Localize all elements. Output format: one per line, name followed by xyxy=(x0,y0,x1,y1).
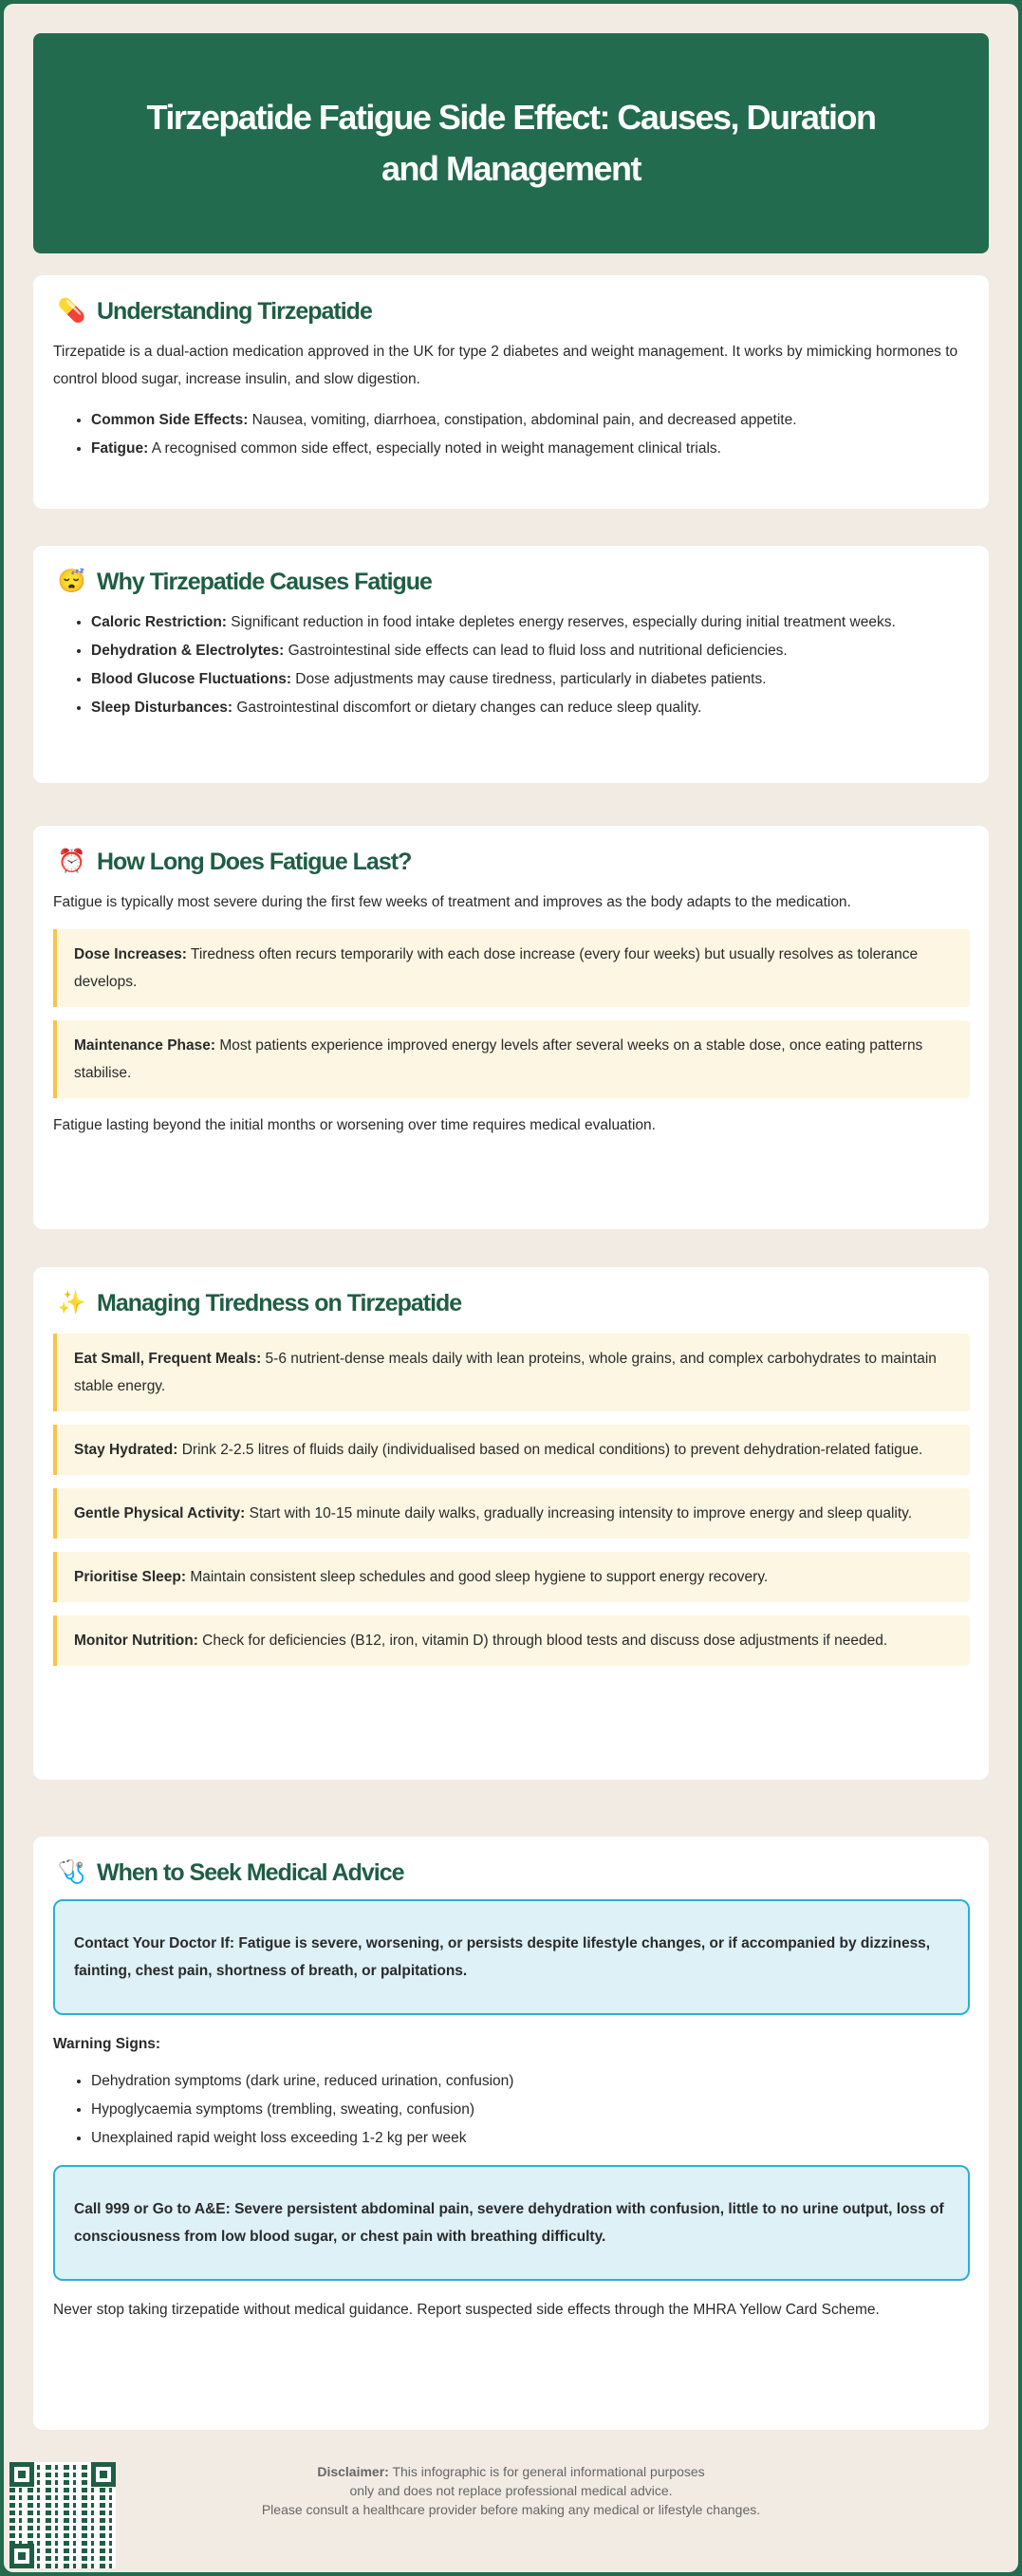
list-item: • Blood Glucose Fluctuations: Dose adjustments may cause tiredness, particularly in diabetes patients. xyxy=(91,665,970,693)
tip-box: Stay Hydrated: Drink 2-2.5 litres of fluids daily (individualised based on medical conditions) to prevent dehydration-related fatigue. xyxy=(53,1425,970,1475)
section-understanding xyxy=(33,275,989,509)
intro-text: Tirzepatide is a dual-action medication approved in the UK for type 2 diabetes and weight management. It works by mimicking hormones to control blood sugar, increase insulin, and slow digestion. xyxy=(53,344,958,387)
section-medical-advice xyxy=(33,1837,989,2430)
section-duration xyxy=(33,826,989,1229)
list-item: • Sleep Disturbances: Gastrointestinal discomfort or dietary changes can reduce sleep quality. xyxy=(91,694,970,721)
tip-box: Gentle Physical Activity: Start with 10-15 minute daily walks, gradually increasing intensity to improve energy and sleep quality. xyxy=(53,1488,970,1539)
list-item: • Caloric Restriction: Significant reduction in food intake depletes energy reserves, especially during initial treatment weeks. xyxy=(91,608,970,636)
list-item: • Hypoglycaemia symptoms (trembling, sweating, confusion) xyxy=(91,2096,970,2123)
section-heading: Managing Tiredness on Tirzepatide xyxy=(97,1290,462,1316)
section-managing xyxy=(33,1267,989,1780)
pill-icon: 💊 xyxy=(57,298,85,324)
page-title: Tirzepatide Fatigue Side Effect: Causes, Duration and Management xyxy=(146,98,876,188)
intro-text: Fatigue is typically most severe during the first few weeks of treatment and improves as the body adapts to the medication. xyxy=(53,894,851,910)
tip-box: Eat Small, Frequent Meals: 5-6 nutrient-dense meals daily with lean proteins, whole grains, and complex carbohydrates to maintain stable energy. xyxy=(53,1334,970,1411)
sleepy-face-icon: 😴 xyxy=(57,569,85,594)
tip-box: Dose Increases: Tiredness often recurs temporarily with each dose increase (every four weeks) but usually resolves as tolerance develops. xyxy=(53,929,970,1007)
contact-doctor-alert: Contact Your Doctor If: Fatigue is severe, worsening, or persists despite lifestyle changes, or if accompanied by dizziness, fainting, chest pain, shortness of breath, or palpitations. xyxy=(53,1899,970,2015)
section-heading: When to Seek Medical Advice xyxy=(97,1859,404,1886)
infographic xyxy=(4,4,1018,2572)
outro-text: Never stop taking tirzepatide without medical guidance. Report suspected side effects through the MHRA Yellow Card Scheme. xyxy=(53,2302,880,2318)
section-heading: Why Tirzepatide Causes Fatigue xyxy=(97,569,432,595)
list-item: • Dehydration & Electrolytes: Gastrointestinal side effects can lead to fluid loss and nutritional deficiencies. xyxy=(91,637,970,664)
section-causes xyxy=(33,546,989,783)
sparkles-icon: ✨ xyxy=(57,1290,85,1316)
list-item: • Unexplained rapid weight loss exceeding 1-2 kg per week xyxy=(91,2124,970,2152)
disclaimer: Disclaimer: This infographic is for general informational purposes only and does not replace professional medical advice. Please consult a healthcare provider before making any medical or lifestyle changes. xyxy=(261,2464,761,2517)
warning-signs-label: Warning Signs: xyxy=(53,2036,161,2052)
emergency-alert: Call 999 or Go to A&E: Severe persistent abdominal pain, severe dehydration with confusion, little to no urine output, loss of consciousness from low blood sugar, or chest pain with breathing difficulty. xyxy=(53,2165,970,2281)
section-heading: How Long Does Fatigue Last? xyxy=(97,849,412,875)
section-heading: Understanding Tirzepatide xyxy=(97,298,372,325)
tip-box: Monitor Nutrition: Check for deficiencies (B12, iron, vitamin D) through blood tests and discuss dose adjustments if needed. xyxy=(53,1615,970,1666)
list-item: • Common Side Effects: Nausea, vomiting, diarrhoea, constipation, abdominal pain, and decreased appetite. xyxy=(91,406,970,434)
alarm-clock-icon: ⏰ xyxy=(57,849,85,874)
list-item: • Fatigue: A recognised common side effect, especially noted in weight management clinical trials. xyxy=(91,435,970,462)
tip-box: Prioritise Sleep: Maintain consistent sleep schedules and good sleep hygiene to support energy recovery. xyxy=(53,1552,970,1602)
tip-box: Maintenance Phase: Most patients experience improved energy levels after several weeks on a stable dose, once eating patterns stabilise. xyxy=(53,1020,970,1098)
list-item: • Dehydration symptoms (dark urine, reduced urination, confusion) xyxy=(91,2067,970,2095)
outro-text: Fatigue lasting beyond the initial months or worsening over time requires medical evaluation. xyxy=(53,1117,656,1133)
title-banner xyxy=(33,33,989,253)
stethoscope-icon: 🩺 xyxy=(57,1859,85,1885)
